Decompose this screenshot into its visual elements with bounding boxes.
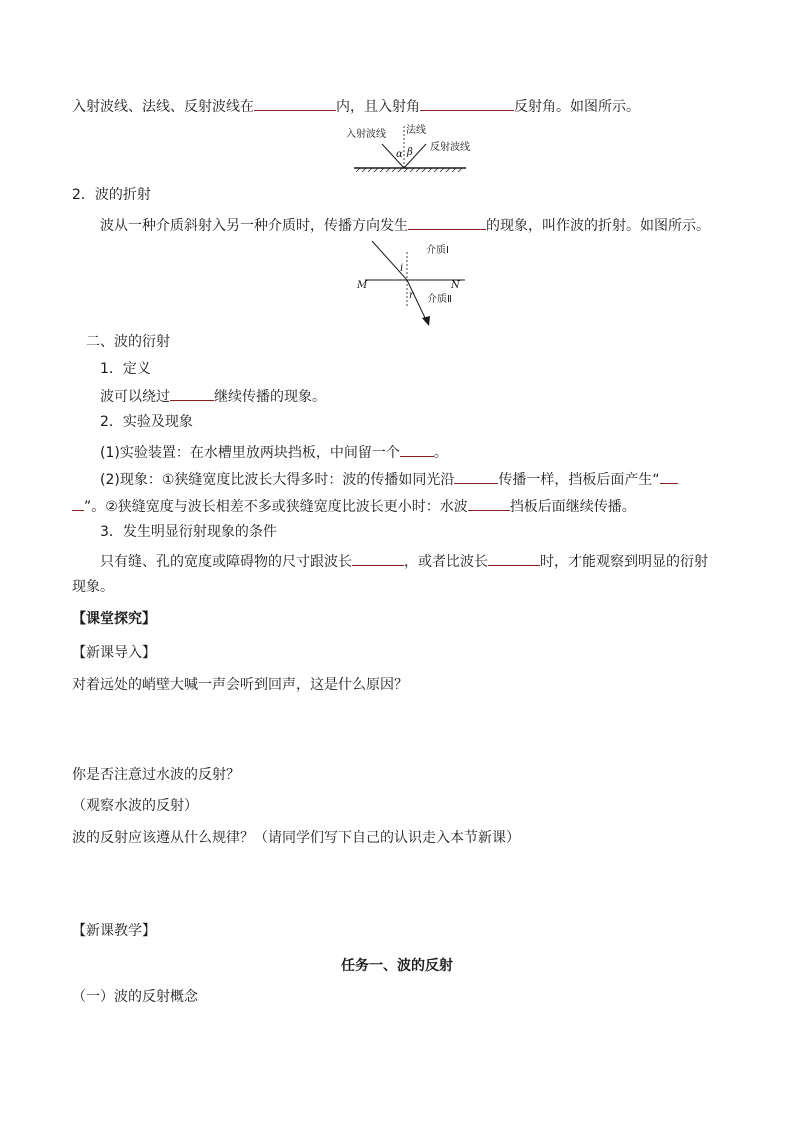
blank-shadow-a[interactable] [660, 469, 678, 484]
apparatus-text-1: (1)实验装置：在水槽里放两块挡板，中间留一个 [100, 445, 400, 461]
refraction-sentence [100, 215, 710, 235]
condition-text-2: ，或者比波长 [404, 554, 488, 570]
intro-heading: 【新课导入】 [72, 645, 156, 661]
reflection-text-1: 入射波线、法线、反射波线在 [72, 99, 254, 115]
normal-label: 法线 [406, 125, 426, 136]
phenomenon-text-3: ”。②狭缝宽度与波长相差不多或狭缝宽度比波长更小时：水波 [84, 499, 468, 515]
m-label: M [357, 280, 368, 291]
blank-straight-line[interactable] [454, 469, 498, 484]
r-angle-label: r [409, 290, 414, 301]
condition-text-1: 只有缝、孔的宽度或障碍物的尺寸跟波长 [100, 554, 352, 570]
condition-line-2: 现象。 [72, 579, 114, 595]
reflection-text-2: 内，且入射角 [336, 99, 420, 115]
apparatus-text-2: 。 [433, 445, 448, 461]
i-angle-label: i [400, 263, 404, 274]
medium-2-label: 介质Ⅱ [427, 294, 452, 305]
teaching-heading: 【新课教学】 [72, 923, 156, 939]
condition-heading: 3．发生明显衍射现象的条件 [100, 524, 277, 540]
phenomenon-line-2 [72, 496, 636, 516]
incident-ray-label: 入射波线 [346, 129, 386, 140]
definition-heading: 1．定义 [100, 361, 151, 377]
blank-comparable[interactable] [352, 551, 404, 566]
definition-text-1: 波可以绕过 [100, 389, 170, 405]
apparatus-sentence [100, 442, 448, 462]
explore-heading: 【课堂探究】 [72, 611, 156, 627]
phenomenon-line-1 [100, 469, 678, 489]
alpha-label: α [396, 149, 403, 160]
blank-slit[interactable] [400, 442, 434, 457]
question-water-reflection: 你是否注意过水波的反射？ [72, 767, 240, 783]
refraction-heading: 2．波的折射 [72, 187, 151, 203]
diffraction-heading: 二、波的衍射 [86, 334, 170, 350]
condition-line-1 [100, 551, 708, 571]
blank-direction-change[interactable] [408, 215, 486, 230]
blank-smaller[interactable] [488, 551, 540, 566]
reflection-sentence [72, 96, 640, 116]
reflected-ray-label: 反射波线 [430, 142, 470, 153]
n-label: N [451, 280, 460, 291]
refraction-arrowhead [422, 316, 430, 326]
blank-plane[interactable] [254, 96, 336, 111]
observe-note: （观察水波的反射） [72, 798, 198, 814]
phenomenon-text-2: 传播一样，挡板后面产生“ [498, 472, 660, 488]
reflection-figure [340, 122, 470, 178]
refraction-text-2: 的现象，叫作波的折射。如图所示。 [486, 218, 710, 234]
beta-label: β [407, 147, 413, 158]
concept-heading: （一）波的反射概念 [72, 989, 198, 1005]
task-title: 任务一、波的反射 [341, 958, 453, 974]
blank-shadow-b[interactable] [72, 496, 84, 511]
phenomenon-text-1: (2)现象：①狭缝宽度比波长大得多时：波的传播如同光沿 [100, 472, 455, 488]
reflection-text-3: 反射角。如图所示。 [514, 99, 640, 115]
condition-text-3: 时，才能观察到明显的衍射 [540, 554, 708, 570]
experiment-heading: 2．实验及现象 [100, 414, 193, 430]
medium-1-label: 介质Ⅰ [426, 245, 449, 256]
blank-angle-relation[interactable] [420, 96, 514, 111]
definition-text-2: 继续传播的现象。 [214, 389, 326, 405]
blank-bypass[interactable] [468, 496, 510, 511]
phenomenon-text-4: 挡板后面继续传播。 [509, 499, 636, 515]
blank-obstacle[interactable] [170, 386, 214, 401]
question-reflection-law: 波的反射应该遵从什么规律？（请同学们写下自己的认识走入本节新课） [72, 830, 520, 846]
question-echo: 对着远处的峭壁大喊一声会听到回声，这是什么原因？ [72, 677, 408, 693]
refraction-text-1: 波从一种介质斜射入另一种介质时，传播方向发生 [100, 218, 408, 234]
definition-sentence [100, 386, 326, 406]
refraction-figure [355, 238, 475, 328]
